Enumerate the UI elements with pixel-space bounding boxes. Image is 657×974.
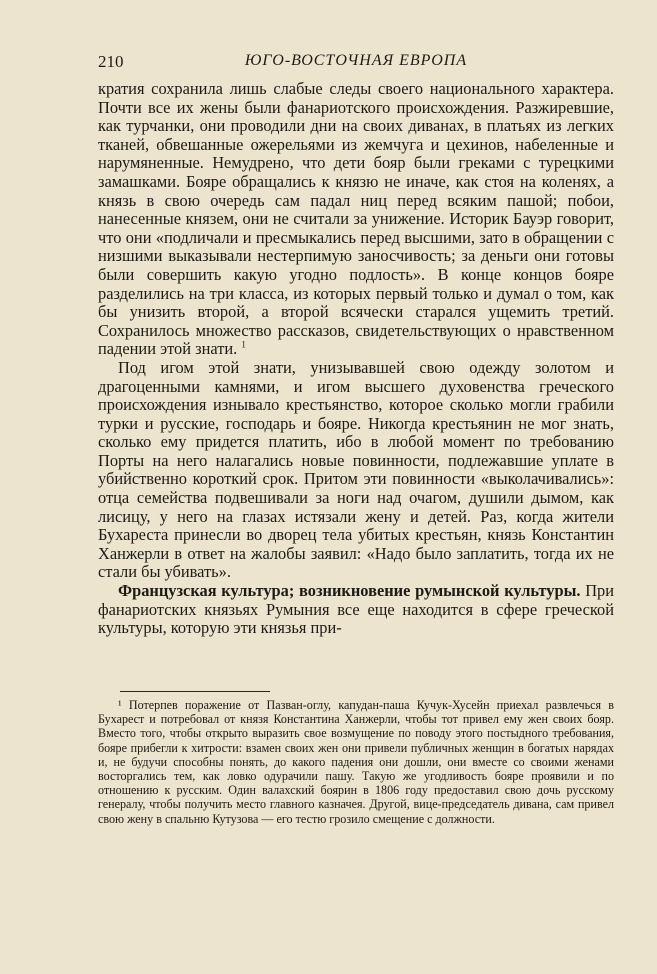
paragraph <box>98 80 614 359</box>
section-title: Французская культура; возникновение румынской культуры. <box>118 581 581 601</box>
main-text <box>98 80 614 638</box>
paragraph: Под игом этой знати, унизывавшей свою одежду золотом и драгоценными камнями, и игом высшего духовенства греческого происхождения изнывало крестьянство, которое сколько могли грабили турки и русские, господарь и бояре. Никогда крестьянин не мог знать, сколько ему придется платить, ибо в любой момент по требованию Порты на него налагались новые повинности, подлежавшие уплате в убийственно короткий срок. Притом эти повинности «выколачивались»: отца семейства подвешивали за ноги над очагом, душили дымом, как лисицу, у него на глазах истязали жену и детей. Раз, когда жители Бухареста принесли во дворец тела убитых крестьян, князь Константин Ханжерли в ответ на жалобы заявил: «Надо было заплатить, тогда их не стали бы убивать». <box>98 357 614 582</box>
paragraph-text: кратия сохранила лишь слабые следы своего национального характера. Почти все их жены были фанариотского происхождения. Разжиревшие, как турчанки, они проводили дни на своих диванах, в платьях из легких тканей, обвешанные ожерельями из жемчуга и цехинов, набеленные и нарумяненные. Немудрено, что дети бояр были греками с турецкими замашками. Бояре обращались к князю не иначе, как стоя на коленях, а князь в свою очередь сам падал ниц перед всяким пашой; побои, нанесенные князем, они не считали за унижение. Историк Бауэр говорит, что они «подличали и пресмыкались перед высшими, зато в обращении с низшими выказывали нестерпимую заносчивость; за деньги они готовы были совершить какую угодно подлость». В конце концов бояре разделились на три класса, из которых первый только и думал о том, как бы унизить второй, а второй всячески старался ущемить третий. Сохранилось множество рассказов, свидетельствующих о нравственном падении этой знати. <box>98 79 614 359</box>
footnote-reference: 1 <box>241 339 246 350</box>
footnotes <box>98 698 614 826</box>
footnote-divider <box>120 691 270 692</box>
page-number: 210 <box>98 52 124 71</box>
running-title: ЮГО-ВОСТОЧНАЯ ЕВРОПА <box>244 52 468 69</box>
page-header <box>98 52 614 76</box>
footnote: ¹ Потерпев поражение от Пазван-оглу, капудан-паша Кучук-Хусейн приехал развлечься в Бухарест и потребовал от князя Константина Ханжерли, чтобы тот привел ему жен своих бояр. Вместо того, чтобы открыто выразить свое возмущение по поводу этого постыдного требования, бояре прибегли к хитрости: взамен своих жен они привели публичных женщин в богатых нарядах и, не будучи способны понять, до какого падения они дошли, они вместе со своими женами восторгались тем, как ловко одурачили пашу. Такую же угодливость бояре проявили и по отношению к русским. Один валахский боярин в 1806 году предоставил свою дочь русскому генералу, чтобы получить место главного казначея. Другой, вице-председатель дивана, сам привел свою жену в спальню Кутузова — его тестю грозило смещение с должности. <box>98 698 614 826</box>
section-paragraph <box>98 582 614 638</box>
section-text: При фанариотских князьях Румыния все еще находится в сфере греческой культуры, которую эти князья при- <box>98 581 614 638</box>
